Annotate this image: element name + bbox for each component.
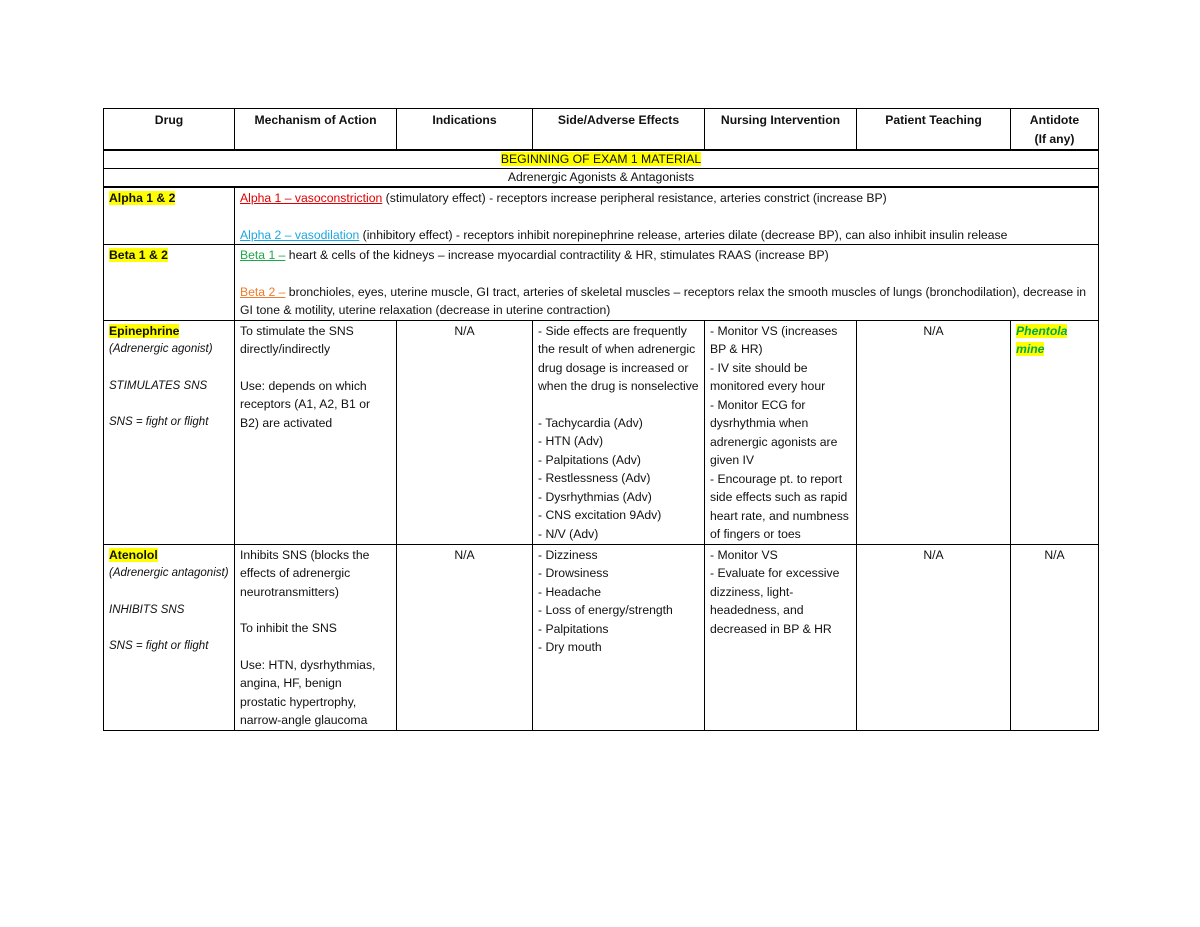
- effect-item: - HTN (Adv): [538, 434, 603, 448]
- band-section-row: [104, 169, 1099, 188]
- epinephrine-note-sns: SNS = fight or flight: [109, 416, 209, 428]
- nursing-item: - Monitor ECG for dysrhythmia when adrenergic agonists are given IV: [710, 397, 838, 467]
- header-antidote: Antidote (If any): [1011, 109, 1099, 151]
- beta-row: [104, 245, 1099, 321]
- epinephrine-moa: To stimulate the SNS directly/indirectly: [240, 323, 354, 356]
- effect-item: - CNS excitation 9Adv): [538, 508, 662, 522]
- effect-item: - Palpitations (Adv): [538, 452, 641, 467]
- alpha-2-desc: [240, 226, 1093, 245]
- band-exam-title: BEGINNING OF EXAM 1 MATERIAL: [500, 152, 702, 166]
- drug-table-page: [103, 108, 1098, 731]
- atenolol-use: Use: HTN, dysrhythmias, angina, HF, benign prostatic hypertrophy, narrow-angle glaucoma: [240, 657, 376, 727]
- atenolol-moa: Inhibits SNS (blocks the effects of adrenergic neurotransmitters): [240, 547, 370, 599]
- atenolol-purpose: To inhibit the SNS: [240, 621, 337, 635]
- epinephrine-use: Use: depends on which receptors (A1, A2, B1 or B2) are activated: [240, 378, 371, 430]
- atenolol-note-sns: SNS = fight or flight: [109, 640, 209, 652]
- effect-item: - Headache: [538, 584, 602, 599]
- atenolol-indications: N/A: [397, 544, 533, 730]
- nursing-item: - Encourage pt. to report side effects such as rapid heart rate, and numbness of fingers or toes: [710, 471, 849, 541]
- alpha-1-label: Alpha 1 – vasoconstriction: [240, 191, 383, 205]
- atenolol-row: [104, 544, 1099, 730]
- header-mechanism: Mechanism of Action: [235, 109, 397, 151]
- epinephrine-name: Epinephrine: [109, 323, 180, 338]
- effect-item: - Palpitations: [538, 621, 609, 636]
- effect-item: - Dry mouth: [538, 640, 602, 654]
- alpha-name: Alpha 1 & 2: [109, 191, 176, 205]
- beta-2-label: Beta 2 –: [240, 284, 286, 299]
- atenolol-name: Atenolol: [109, 547, 158, 562]
- effect-item: - Tachycardia (Adv): [538, 415, 643, 430]
- effect-item: - Dizziness: [538, 547, 598, 562]
- epinephrine-teaching: N/A: [857, 320, 1011, 544]
- alpha-1-text: (stimulatory effect) - receptors increase peripheral resistance, arteries constrict (increase BP): [382, 191, 887, 205]
- beta-name: Beta 1 & 2: [109, 248, 168, 262]
- nursing-item: - IV site should be monitored every hour: [710, 360, 826, 393]
- nursing-item: - Evaluate for excessive dizziness, light-headedness, and decreased in BP & HR: [710, 566, 840, 636]
- header-drug: Drug: [104, 109, 235, 151]
- header-nursing: Nursing Intervention: [705, 109, 857, 151]
- atenolol-teaching: N/A: [857, 544, 1011, 730]
- header-side-effects: Side/Adverse Effects: [533, 109, 705, 151]
- header-row: [104, 109, 1099, 151]
- epinephrine-class: (Adrenergic agonist): [109, 343, 213, 355]
- alpha-2-label: Alpha 2 – vasodilation: [240, 227, 360, 242]
- epinephrine-effects-intro: - Side effects are frequently the result of when adrenergic drug dosage is increased or when the drug is nonselective: [538, 323, 699, 393]
- nursing-item: - Monitor VS (increases BP & HR): [710, 323, 838, 356]
- atenolol-class: (Adrenergic antagonist): [109, 567, 229, 579]
- drug-table: [103, 108, 1099, 731]
- epinephrine-indications: N/A: [397, 320, 533, 544]
- epinephrine-antidote: Phentola mine: [1016, 323, 1068, 356]
- band-section-title: Adrenergic Agonists & Antagonists: [104, 169, 1099, 188]
- nursing-item: - Monitor VS: [710, 547, 778, 562]
- effect-item: - Drowsiness: [538, 566, 609, 580]
- beta-2-desc: [240, 283, 1093, 320]
- epinephrine-note-stimulates: STIMULATES SNS: [109, 379, 208, 392]
- beta-2-text: bronchioles, eyes, uterine muscle, GI tract, arteries of skeletal muscles – receptors relax the smooth muscles of lungs (bronchodilation), decrease in GI tone & motility, uterine relaxation (decrease in uterine contraction): [240, 284, 1087, 317]
- beta-1-text: heart & cells of the kidneys – increase myocardial contractility & HR, stimulates RAAS (increase BP): [285, 248, 829, 262]
- header-indications: Indications: [397, 109, 533, 151]
- beta-1-label: Beta 1 –: [240, 248, 286, 262]
- epinephrine-row: [104, 320, 1099, 544]
- effect-item: - Dysrhythmias (Adv): [538, 489, 652, 504]
- effect-item: - N/V (Adv): [538, 526, 599, 541]
- band-exam-row: [104, 150, 1099, 169]
- header-teaching: Patient Teaching: [857, 109, 1011, 151]
- effect-item: - Restlessness (Adv): [538, 471, 651, 485]
- atenolol-antidote: N/A: [1011, 544, 1099, 730]
- alpha-2-text: (inhibitory effect) - receptors inhibit norepinephrine release, arteries dilate (decrease BP), can also inhibit insulin release: [359, 227, 1008, 242]
- alpha-1-desc: [240, 189, 1093, 208]
- atenolol-note-inhibits: INHIBITS SNS: [109, 603, 185, 616]
- beta-1-desc: [240, 246, 1093, 265]
- alpha-row: [104, 187, 1099, 245]
- effect-item: - Loss of energy/strength: [538, 603, 673, 617]
